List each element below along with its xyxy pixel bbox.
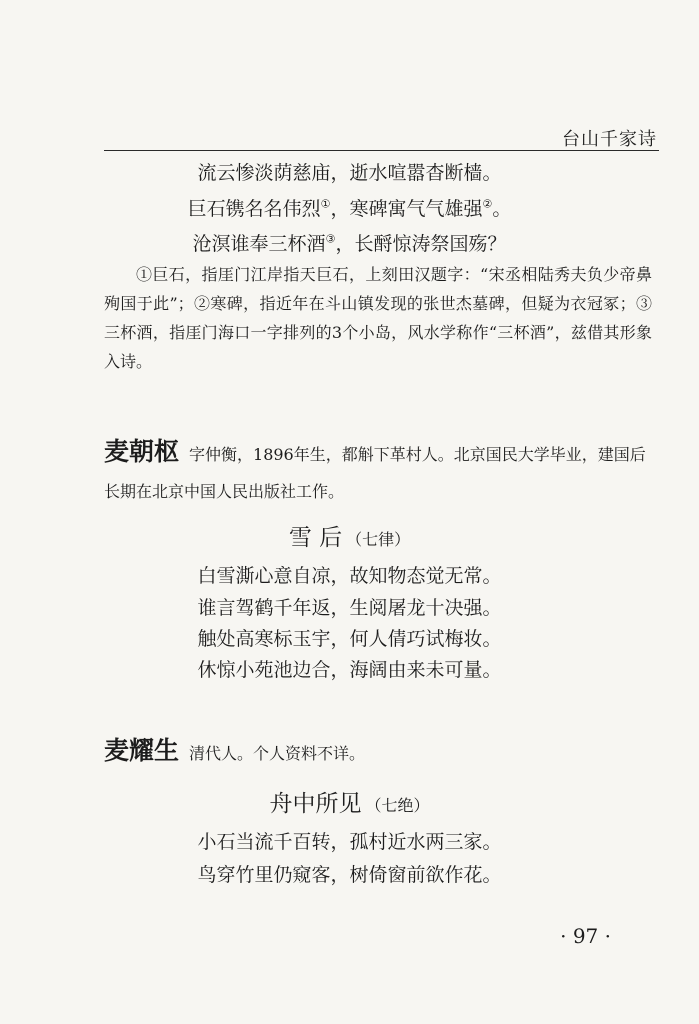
- running-header-title: 台山千家诗: [562, 129, 657, 150]
- poem-line: 休惊小苑池边合，海阔由来未可量。: [197, 659, 502, 681]
- poem-line: 鸟穿竹里仍窥客，树倚窗前欲作花。: [197, 864, 502, 886]
- poem-title: 舟中所见: [269, 791, 362, 817]
- poem-line: 谁言驾鹤千年返，生阅屠龙十决强。: [197, 597, 502, 619]
- poem-footnote: ①巨石，指厓门江岸指天巨石，上刻田汉题字：“宋丞相陆秀夫负少帝鼻殉国于此”；②寒碑，指近年在斗山镇发现的张世杰墓碑，但疑为衣冠冢；③三杯酒，指厓门海口一字排列的3个小岛，风水学称作“三杯酒”，兹借其形象入诗。: [104, 265, 652, 371]
- poem-title: 雪 后: [288, 525, 343, 551]
- page-number: · 97 ·: [560, 924, 611, 948]
- poem-line: 巨石镌名名伟烈①，寒碑寓气气雄强②。: [187, 197, 512, 220]
- poem-title-block: [0, 785, 699, 818]
- author-name: 麦耀生: [104, 736, 180, 765]
- poem-line: 触处高寒标玉宇，何人倩巧试梅妆。: [197, 628, 502, 650]
- author-bio: 清代人。个人资料不详。: [189, 744, 366, 763]
- author-entry: [104, 433, 652, 510]
- poem-form: （七绝）: [365, 796, 430, 815]
- poem-form: （七律）: [346, 530, 411, 549]
- poem-line: 小石当流千百转，孤村近水两三家。: [197, 831, 502, 853]
- author-entry: [104, 732, 652, 772]
- author-bio: 字仲衡，1896年生，都斛下革村人。北京国民大学毕业，建国后长期在北京中国人民出版社工作。: [104, 445, 646, 501]
- poem-line: 沧溟谁奉三杯酒③，长酹惊涛祭国殇？: [192, 232, 507, 255]
- author-name: 麦朝枢: [104, 437, 180, 466]
- poem-line: 流云惨淡荫慈庙，逝水喧嚣杳断樯。: [197, 162, 502, 184]
- poem-title-block: [0, 519, 699, 552]
- poem-line: 白雪澌心意自凉，故知物态觉无常。: [197, 565, 502, 587]
- header-rule: [104, 150, 659, 151]
